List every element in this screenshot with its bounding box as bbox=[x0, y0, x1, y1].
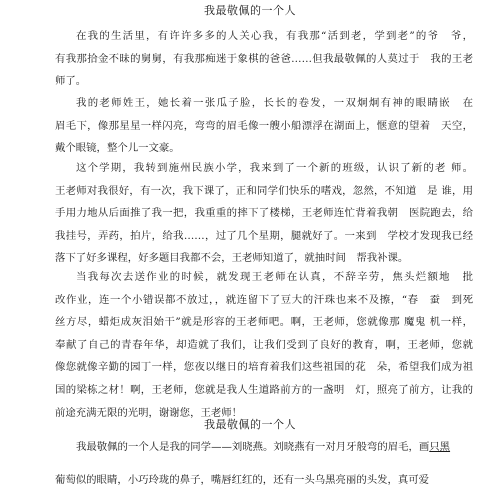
text-line: 这个学期，我转到施州民族小学，我来到了一个新的班级，认识了新的老 师。 bbox=[76, 162, 473, 174]
text-line: 我的老师姓王，她长着一张瓜子脸，长长的卷发，一双炯炯有神的眼睛嵌 在 bbox=[76, 97, 473, 109]
text-span: 我最敬佩的一个人是我的同学——刘晓燕。刘晓燕有一对月牙般弯的眉毛，画 bbox=[76, 441, 430, 453]
essay1-paragraph-1 bbox=[55, 25, 473, 93]
text-line: 我挂号，弄药，拍片，给我……，过了几个星期，腿就好了。一来到 学校才发现我已经 bbox=[55, 229, 473, 242]
text-line: 有我那拾金不昧的舅舅，有我那痴迷于象棋的爸爸……但我最敬佩的人莫过于 我的王老 bbox=[55, 52, 473, 65]
text-line: 落下了好多课程，好多题目我都不会，王老师知道了，就抽时间 帮我补课。 bbox=[55, 252, 409, 265]
essay1-paragraph-3 bbox=[55, 157, 473, 270]
text-line: 前途充满无限的光明，谢谢您，王老师！ bbox=[55, 406, 243, 419]
text-line: 改作业，连一个小错误都不放过，，就连留下了豆大的汗珠也来不及擦，“春 蚕 到死 bbox=[55, 293, 473, 306]
text-line: 手用力地从后面推了我一把，我重重的摔下了楼梯，王老师连忙背着我朝 医院跑去，给 bbox=[55, 207, 473, 220]
text-line: 葡萄似的眼睛，小巧玲珑的鼻子，嘴唇红红的，还有一头乌黑亮丽的头发，真可爱 bbox=[55, 474, 430, 486]
text-line: 戴个眼镜，整个儿一文豪。 bbox=[55, 142, 180, 155]
essay2-title: 我最敬佩的一个人 bbox=[204, 418, 296, 431]
text-line: 师了。 bbox=[55, 75, 87, 88]
text-line: 国的梁栋之材！啊，王老师，您就是我人生道路前方的一盏明 灯，照亮了前方，让我的 bbox=[55, 383, 473, 396]
text-line: 奉献了自己的青春年华，却造就了我们，让我们受到了良好的教育，啊，王老师，您就 bbox=[55, 338, 473, 351]
essay1-title: 我最敬佩的一个人 bbox=[204, 4, 296, 17]
text-line: 像您就像辛勤的园丁一样，您夜以继日的培育着我们这些祖国的花 朵，希望我们成为祖 bbox=[55, 361, 473, 374]
text-line bbox=[55, 436, 473, 459]
essay1-paragraph-2 bbox=[55, 92, 473, 160]
essay1-paragraph-4 bbox=[55, 266, 473, 424]
text-line: 王老师对我很好，有一次，我下课了，正和同学们快乐的嗜戏，忽然，不知道 是 谁，用 bbox=[55, 184, 473, 197]
text-line: 丝方尽，蜡炬成灰泪始干”就是形容的王老师吧。啊，王老师，您就像那 魔鬼 机一样， bbox=[55, 316, 473, 329]
essay2-paragraph-1 bbox=[55, 436, 473, 459]
cut-off-line bbox=[55, 474, 473, 491]
text-line: 眉毛下，像那星星一样闪亮，弯弯的眉毛像一艘小船漂浮在湖面上，惬意的望着 天空， bbox=[55, 119, 473, 132]
underlined-text: 只黑 bbox=[429, 441, 451, 453]
text-line: 当我每次去送作业的时候，就发现王老师在认真，不辞辛劳，焦头烂额地 批 bbox=[76, 271, 473, 283]
text-line: 在我的生活里，有许许多多的人关心我，有我那“活到老，学到老”的爷 爷， bbox=[76, 30, 473, 42]
